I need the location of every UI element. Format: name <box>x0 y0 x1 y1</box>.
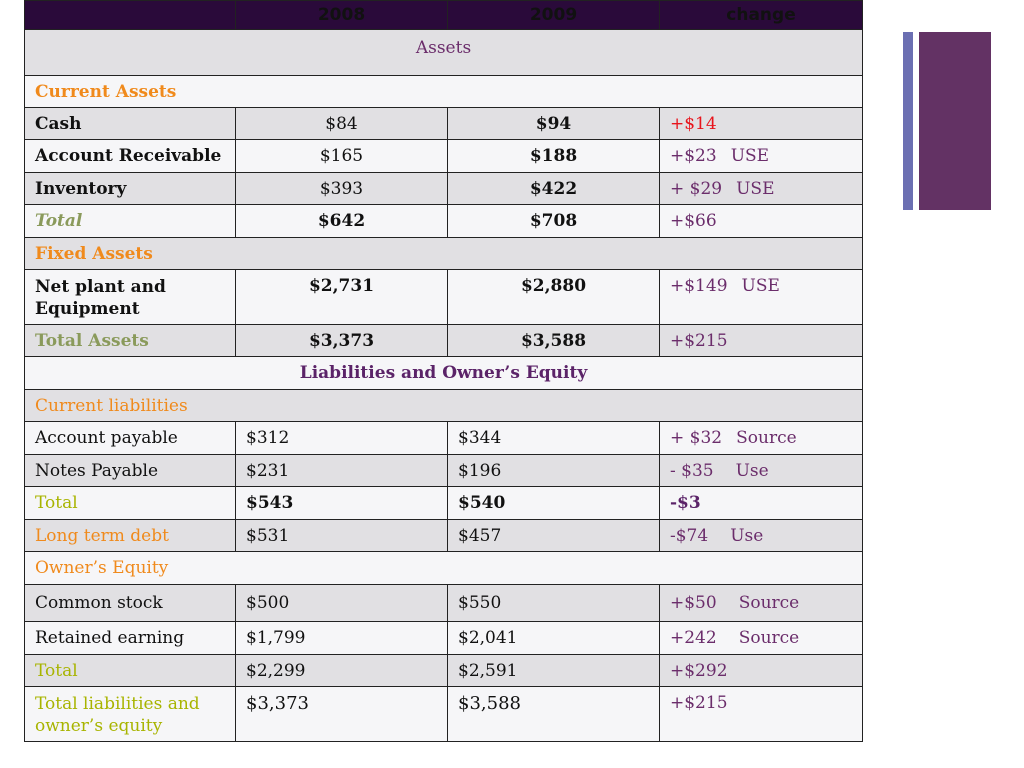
value-2008: $2,731 <box>236 270 448 325</box>
value-2008: $642 <box>236 205 448 238</box>
change-cell <box>660 520 863 552</box>
value-2009: $2,041 <box>448 622 660 655</box>
row-label: Total <box>25 487 236 520</box>
section-title-row <box>25 357 863 390</box>
row-label: Notes Payable <box>25 455 236 487</box>
change-tag: Source <box>736 428 797 448</box>
change-value: +$66 <box>660 205 863 238</box>
total-row <box>25 655 863 687</box>
header-blank <box>25 1 236 30</box>
change-value: +$14 <box>660 108 863 140</box>
row-label: Retained earning <box>25 622 236 655</box>
table-row <box>25 622 863 655</box>
change-tag: Source <box>738 628 800 648</box>
total-row <box>25 205 863 238</box>
change-value: +$149 <box>670 276 728 296</box>
row-label: Account Receivable <box>25 140 236 173</box>
value-2008: $500 <box>236 585 448 622</box>
header-2009: 2009 <box>448 1 660 30</box>
value-2009: $2,591 <box>448 655 660 687</box>
change-cell <box>660 140 863 173</box>
table-row <box>25 520 863 552</box>
fixed-assets-label: Fixed Assets <box>25 238 863 270</box>
decorative-bar-thin <box>903 32 913 210</box>
liabilities-title: Liabilities and Owner’s Equity <box>25 357 863 390</box>
value-2009: $422 <box>448 173 660 205</box>
value-2009: $196 <box>448 455 660 487</box>
change-tag: Source <box>738 593 800 613</box>
row-label: Total liabilities and owner’s equity <box>25 687 236 742</box>
row-label: Total <box>25 655 236 687</box>
change-tag: Use <box>730 525 764 546</box>
header-change: change <box>660 1 863 30</box>
value-2009: $344 <box>448 422 660 455</box>
change-tag: USE <box>741 276 780 296</box>
change-tag: Use <box>735 460 769 481</box>
value-2009: $3,588 <box>448 325 660 357</box>
section-label-row <box>25 390 863 422</box>
change-tag: USE <box>730 146 770 166</box>
value-2008: $543 <box>236 487 448 520</box>
value-2009: $540 <box>448 487 660 520</box>
total-row <box>25 487 863 520</box>
change-cell <box>660 585 863 622</box>
value-2008: $2,299 <box>236 655 448 687</box>
value-2008: $3,373 <box>236 687 448 742</box>
value-2009: $94 <box>448 108 660 140</box>
total-row <box>25 687 863 742</box>
value-2008: $84 <box>236 108 448 140</box>
value-2008: $393 <box>236 173 448 205</box>
row-label: Total <box>25 205 236 238</box>
row-label: Account payable <box>25 422 236 455</box>
row-label: Long term debt <box>25 520 236 552</box>
change-value: +$215 <box>660 325 863 357</box>
owners-equity-label: Owner’s Equity <box>25 552 863 585</box>
value-2008: $1,799 <box>236 622 448 655</box>
value-2009: $550 <box>448 585 660 622</box>
change-tag: USE <box>736 178 775 199</box>
row-label: Inventory <box>25 173 236 205</box>
row-label: Common stock <box>25 585 236 622</box>
change-value: +$23 <box>670 146 717 166</box>
current-assets-label: Current Assets <box>25 76 863 108</box>
header-row <box>25 1 863 30</box>
change-value: - $35 <box>670 460 714 481</box>
change-cell <box>660 455 863 487</box>
total-row <box>25 325 863 357</box>
value-2008: $165 <box>236 140 448 173</box>
change-cell <box>660 270 863 325</box>
value-2009: $2,880 <box>448 270 660 325</box>
change-cell <box>660 622 863 655</box>
change-value: +$292 <box>660 655 863 687</box>
change-cell <box>660 422 863 455</box>
row-label: Total Assets <box>25 325 236 357</box>
table-row <box>25 173 863 205</box>
section-label-row <box>25 76 863 108</box>
table-row <box>25 140 863 173</box>
value-2009: $457 <box>448 520 660 552</box>
value-2008: $531 <box>236 520 448 552</box>
current-liabilities-label: Current liabilities <box>25 390 863 422</box>
section-title-row <box>25 30 863 76</box>
change-cell <box>660 173 863 205</box>
value-2008: $312 <box>236 422 448 455</box>
table-row <box>25 108 863 140</box>
change-value: -$74 <box>670 525 709 546</box>
change-value: + $29 <box>670 178 723 199</box>
section-label-row <box>25 238 863 270</box>
change-value: +$215 <box>660 687 863 742</box>
section-label-row <box>25 552 863 585</box>
value-2009: $3,588 <box>448 687 660 742</box>
value-2008: $3,373 <box>236 325 448 357</box>
assets-title: Assets <box>25 30 863 76</box>
value-2009: $708 <box>448 205 660 238</box>
header-2008: 2008 <box>236 1 448 30</box>
value-2008: $231 <box>236 455 448 487</box>
table-row <box>25 585 863 622</box>
row-label: Net plant and Equipment <box>25 270 236 325</box>
change-value: +242 <box>670 628 717 648</box>
row-label: Cash <box>25 108 236 140</box>
value-2009: $188 <box>448 140 660 173</box>
decorative-bar-wide <box>919 32 991 210</box>
change-value: +$50 <box>670 593 717 613</box>
balance-sheet-table <box>24 0 863 742</box>
change-value: + $32 <box>670 428 723 448</box>
table-row <box>25 270 863 325</box>
table-row <box>25 422 863 455</box>
change-value: -$3 <box>660 487 863 520</box>
table-row <box>25 455 863 487</box>
